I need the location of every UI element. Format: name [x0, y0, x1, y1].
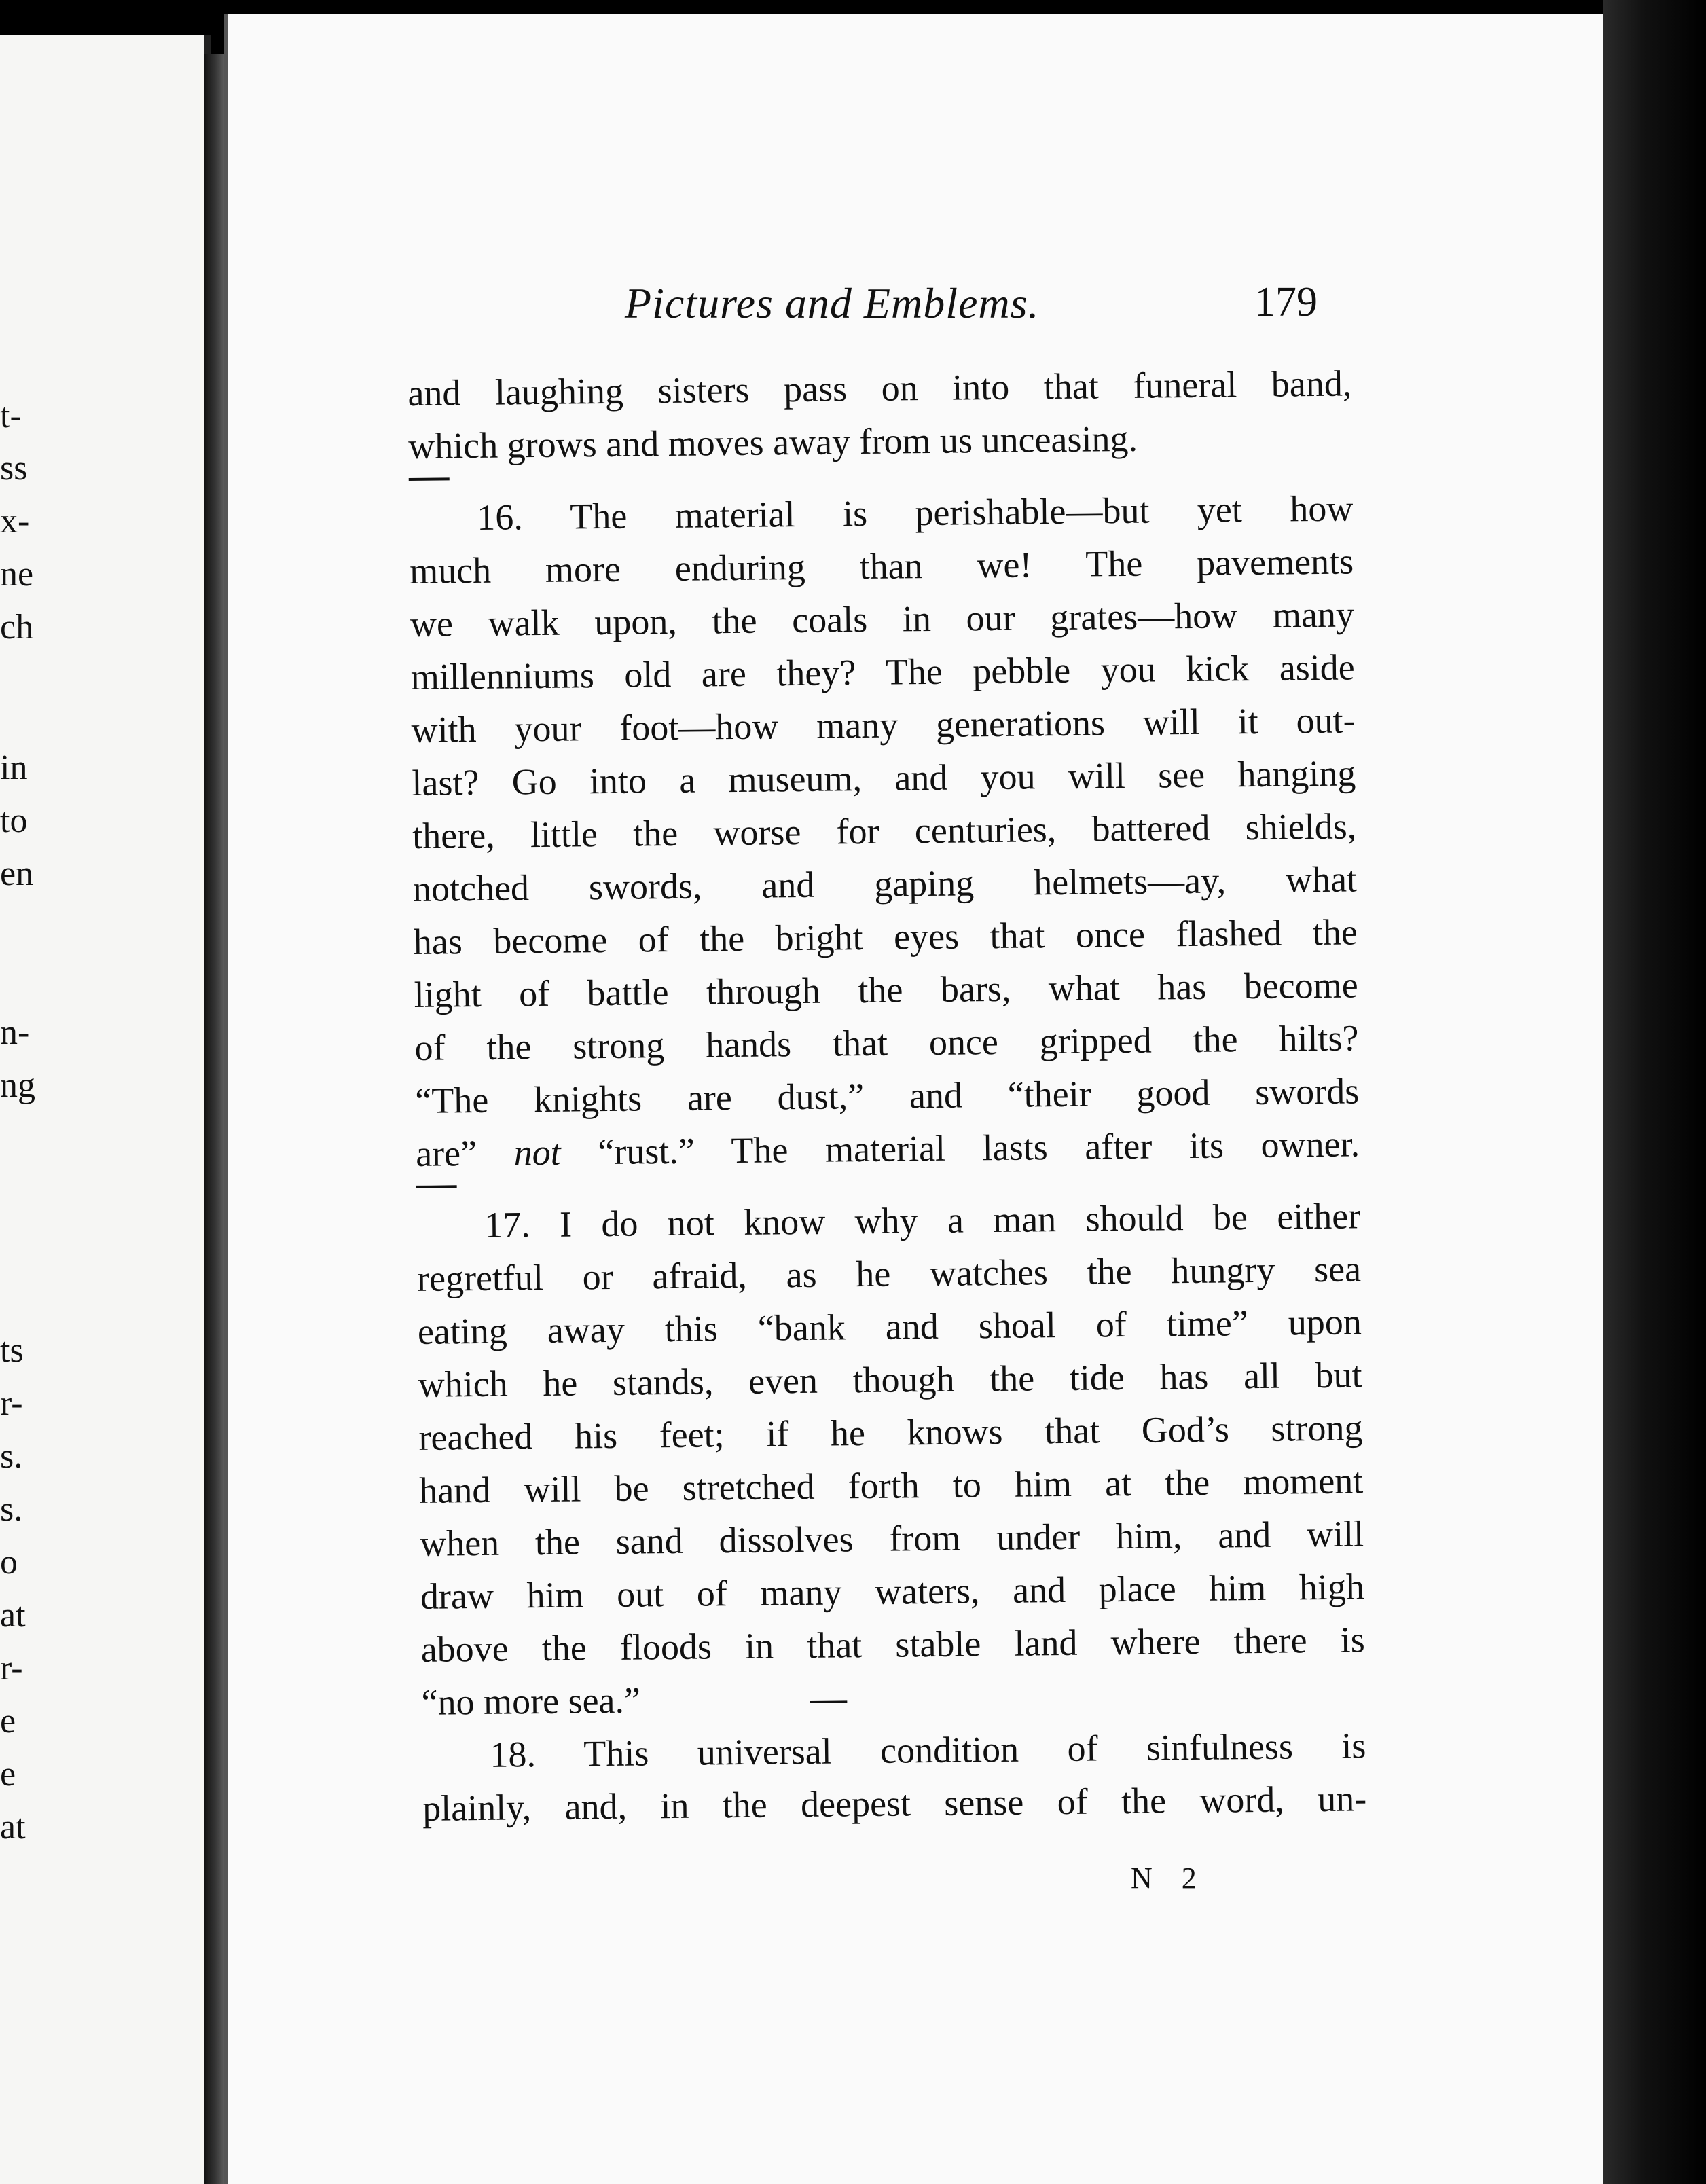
- text-line: last? Go into a museum, and you will see hanging: [412, 752, 1356, 803]
- left-fragment: s.: [0, 1437, 23, 1476]
- left-fragment: s.: [0, 1490, 23, 1529]
- paragraph-18: [422, 1719, 1367, 1835]
- facing-page-left: [0, 35, 211, 2184]
- text-line: and laughing sisters pass on into that funeral band,: [407, 363, 1352, 414]
- left-fragment: ss: [0, 449, 28, 488]
- left-fragment: n-: [0, 1013, 30, 1052]
- text-fragment: “no more sea.”: [421, 1679, 641, 1723]
- left-fragment: r-: [0, 1384, 23, 1423]
- text-line: much more enduring than we! The pavements: [409, 541, 1354, 592]
- running-title: Pictures and Emblems.: [625, 279, 1040, 327]
- text-line: which grows and moves away from us unceasing.: [407, 418, 1138, 467]
- text-line: light of battle through the bars, what has become: [414, 964, 1358, 1015]
- running-header: [625, 278, 1318, 340]
- left-fragment: ng: [0, 1066, 35, 1105]
- left-fragment: ch: [0, 608, 34, 647]
- left-fragment: e: [0, 1755, 16, 1794]
- text-line: there, little the worse for centuries, battered shields,: [412, 805, 1357, 856]
- text-line: when the sand dissolves from under him, and will: [419, 1513, 1364, 1564]
- rule-line: [409, 477, 450, 481]
- text-line-last: [416, 1117, 1360, 1180]
- rule-line: [416, 1185, 457, 1188]
- left-fragment: t-: [0, 397, 22, 435]
- book-edge-shadow: [1603, 0, 1706, 2184]
- text-line: 18. This universal condition of sinfulness is: [490, 1725, 1366, 1775]
- left-fragment: r-: [0, 1649, 23, 1688]
- left-fragment: to: [0, 801, 28, 840]
- page-number: 179: [1254, 279, 1318, 325]
- text-line: has become of the bright eyes that once flashed the: [413, 911, 1358, 962]
- paragraph-16: [409, 481, 1360, 1180]
- left-fragment: ts: [0, 1331, 24, 1370]
- text-line: above the floods in that stable land where there is: [420, 1619, 1366, 1670]
- text-line: hand will be stretched forth to him at the moment: [419, 1460, 1364, 1511]
- text-line: eating away this “bank and shoal of time” upon: [417, 1301, 1362, 1352]
- text-fragment: “rust.” The material lasts after its owner.: [560, 1123, 1360, 1173]
- page-body: [407, 357, 1367, 1834]
- text-line: which he stands, even though the tide has all but: [418, 1354, 1362, 1405]
- left-fragment: x-: [0, 502, 30, 541]
- emphasis-word: not: [513, 1131, 562, 1173]
- left-fragment: en: [0, 854, 34, 893]
- text-line: notched swords, and gaping helmets—ay, what: [412, 858, 1358, 909]
- text-line: we walk upon, the coals in our grates—how many: [410, 594, 1355, 644]
- rule-spacer: [640, 1711, 810, 1713]
- left-fragment: in: [0, 748, 28, 787]
- text-line: [421, 1666, 1366, 1729]
- text-line: with your foot—how many generations will it out-: [411, 699, 1356, 750]
- paragraph-17: [416, 1189, 1366, 1729]
- text-line: of the strong hands that once gripped the hilts?: [414, 1017, 1359, 1068]
- text-line: 17. I do not know why a man should be either: [484, 1195, 1361, 1245]
- paragraph-continued: [407, 357, 1353, 473]
- left-fragment: o: [0, 1543, 18, 1582]
- signature-mark: N 2: [1131, 1861, 1208, 1895]
- text-line: draw him out of many waters, and place him high: [420, 1566, 1365, 1617]
- left-fragment: ne: [0, 555, 34, 594]
- left-fragment: e: [0, 1702, 16, 1741]
- inline-rule: —: [810, 1677, 848, 1719]
- text-line: regretful or afraid, as he watches the hungry sea: [416, 1248, 1362, 1299]
- text-line: millenniums old are they? The pebble you kick aside: [410, 647, 1356, 697]
- text-line: 16. The material is perishable—but yet how: [477, 488, 1354, 538]
- left-fragment: at: [0, 1596, 26, 1635]
- text-line: “The knights are dust,” and “their good swords: [415, 1070, 1360, 1121]
- left-fragment: at: [0, 1808, 26, 1846]
- text-fragment: are”: [415, 1132, 515, 1174]
- text-line: reached his feet; if he knows that God’s strong: [418, 1407, 1363, 1458]
- text-line: plainly, and, in the deepest sense of the word, un-: [422, 1778, 1367, 1829]
